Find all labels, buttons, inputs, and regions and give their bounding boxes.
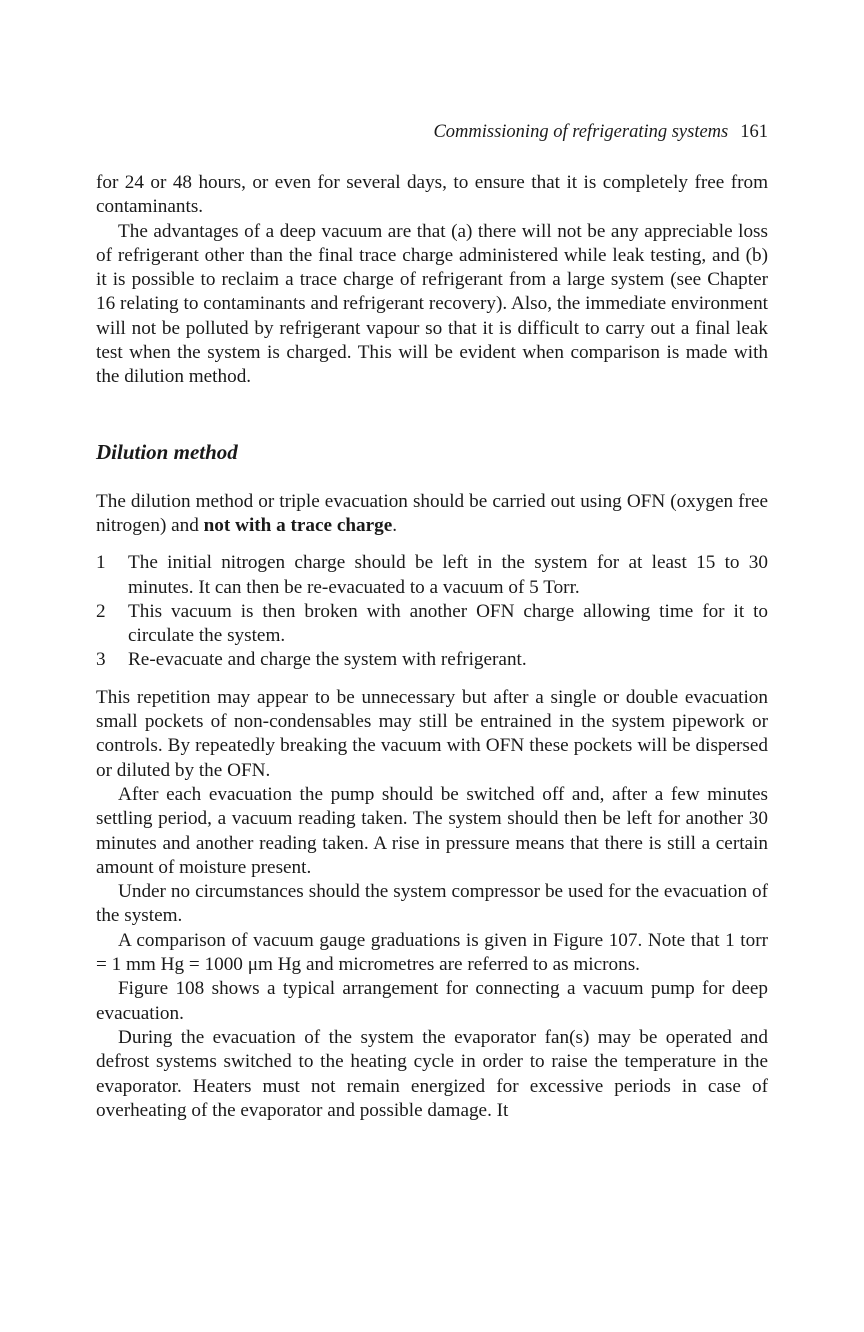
paragraph: Figure 108 shows a typical arrangement for connecting a vacuum pump for deep evacuation. [96, 978, 768, 1024]
list-item [96, 600, 768, 649]
paragraph: A comparison of vacuum gauge graduations is given in Figure 107. Note that 1 torr = 1 mm Hg = 1000 μm Hg and micrometres are referred to as microns. [96, 929, 768, 976]
running-header [96, 119, 768, 145]
section-intro-paragraph [96, 490, 768, 539]
body-text [96, 171, 768, 1123]
list-item-text: Re-evacuate and charge the system with refrigerant. [128, 649, 527, 671]
intro-text: The dilution method or triple evacuation should be carried out using OFN (oxygen free nitrogen) and [96, 490, 768, 536]
list-item-number: 3 [96, 649, 106, 671]
page-number: 161 [740, 122, 768, 142]
numbered-list [96, 551, 768, 672]
list-item-number: 1 [96, 552, 106, 574]
paragraph: After each evacuation the pump should be switched off and, after a few minutes settling period, a vacuum reading taken. The system should then be left for another 30 minutes and another reading taken. A rise in pressure means that there is still a certain amount of moisture present. [96, 783, 768, 878]
paragraph: This repetition may appear to be unnecessary but after a single or double evacuation small pockets of non-condensables may still be entrained in the system pipework or controls. By repeatedly breaking the vacuum with OFN these pockets will be dispersed or diluted by the OFN. [96, 686, 768, 781]
paragraph: Under no circumstances should the system compressor be used for the evacuation of the system. [96, 881, 768, 927]
paragraph: for 24 or 48 hours, or even for several days, to ensure that it is completely free from contaminants. [96, 172, 768, 218]
intro-bold-text: not with a trace charge [203, 514, 393, 536]
running-title: Commissioning of refrigerating systems [433, 122, 729, 142]
list-item-text: This vacuum is then broken with another OFN charge allowing time for it to circulate the system. [128, 600, 768, 647]
list-item-text: The initial nitrogen charge should be left in the system for at least 15 to 30 minutes. It can then be re-evacuated to a vacuum of 5 Torr. [128, 552, 768, 598]
intro-end: . [392, 514, 398, 536]
section-heading: Dilution method [96, 439, 238, 464]
paragraph: The advantages of a deep vacuum are that (a) there will not be any appreciable loss of refrigerant other than the final trace charge administered while leak testing, and (b) it is possible to reclaim a trace charge of refrigerant from a large system (see Chapter 16 relating to contaminants and refrigerant recovery). Also, the immediate environment will not be polluted by refrigerant vapour so that it is difficult to carry out a final leak test when the system is charged. This will be evident when comparison is made with the dilution method. [96, 220, 768, 388]
paragraph: During the evacuation of the system the evaporator fan(s) may be operated and defrost systems switched to the heating cycle in order to raise the temperature in the evaporator. Heaters must not remain energized for excessive periods in case of overheating of the evaporator and possible damage. It [96, 1026, 768, 1121]
list-item [96, 648, 768, 672]
list-item-number: 2 [96, 600, 106, 622]
list-item [96, 551, 768, 600]
